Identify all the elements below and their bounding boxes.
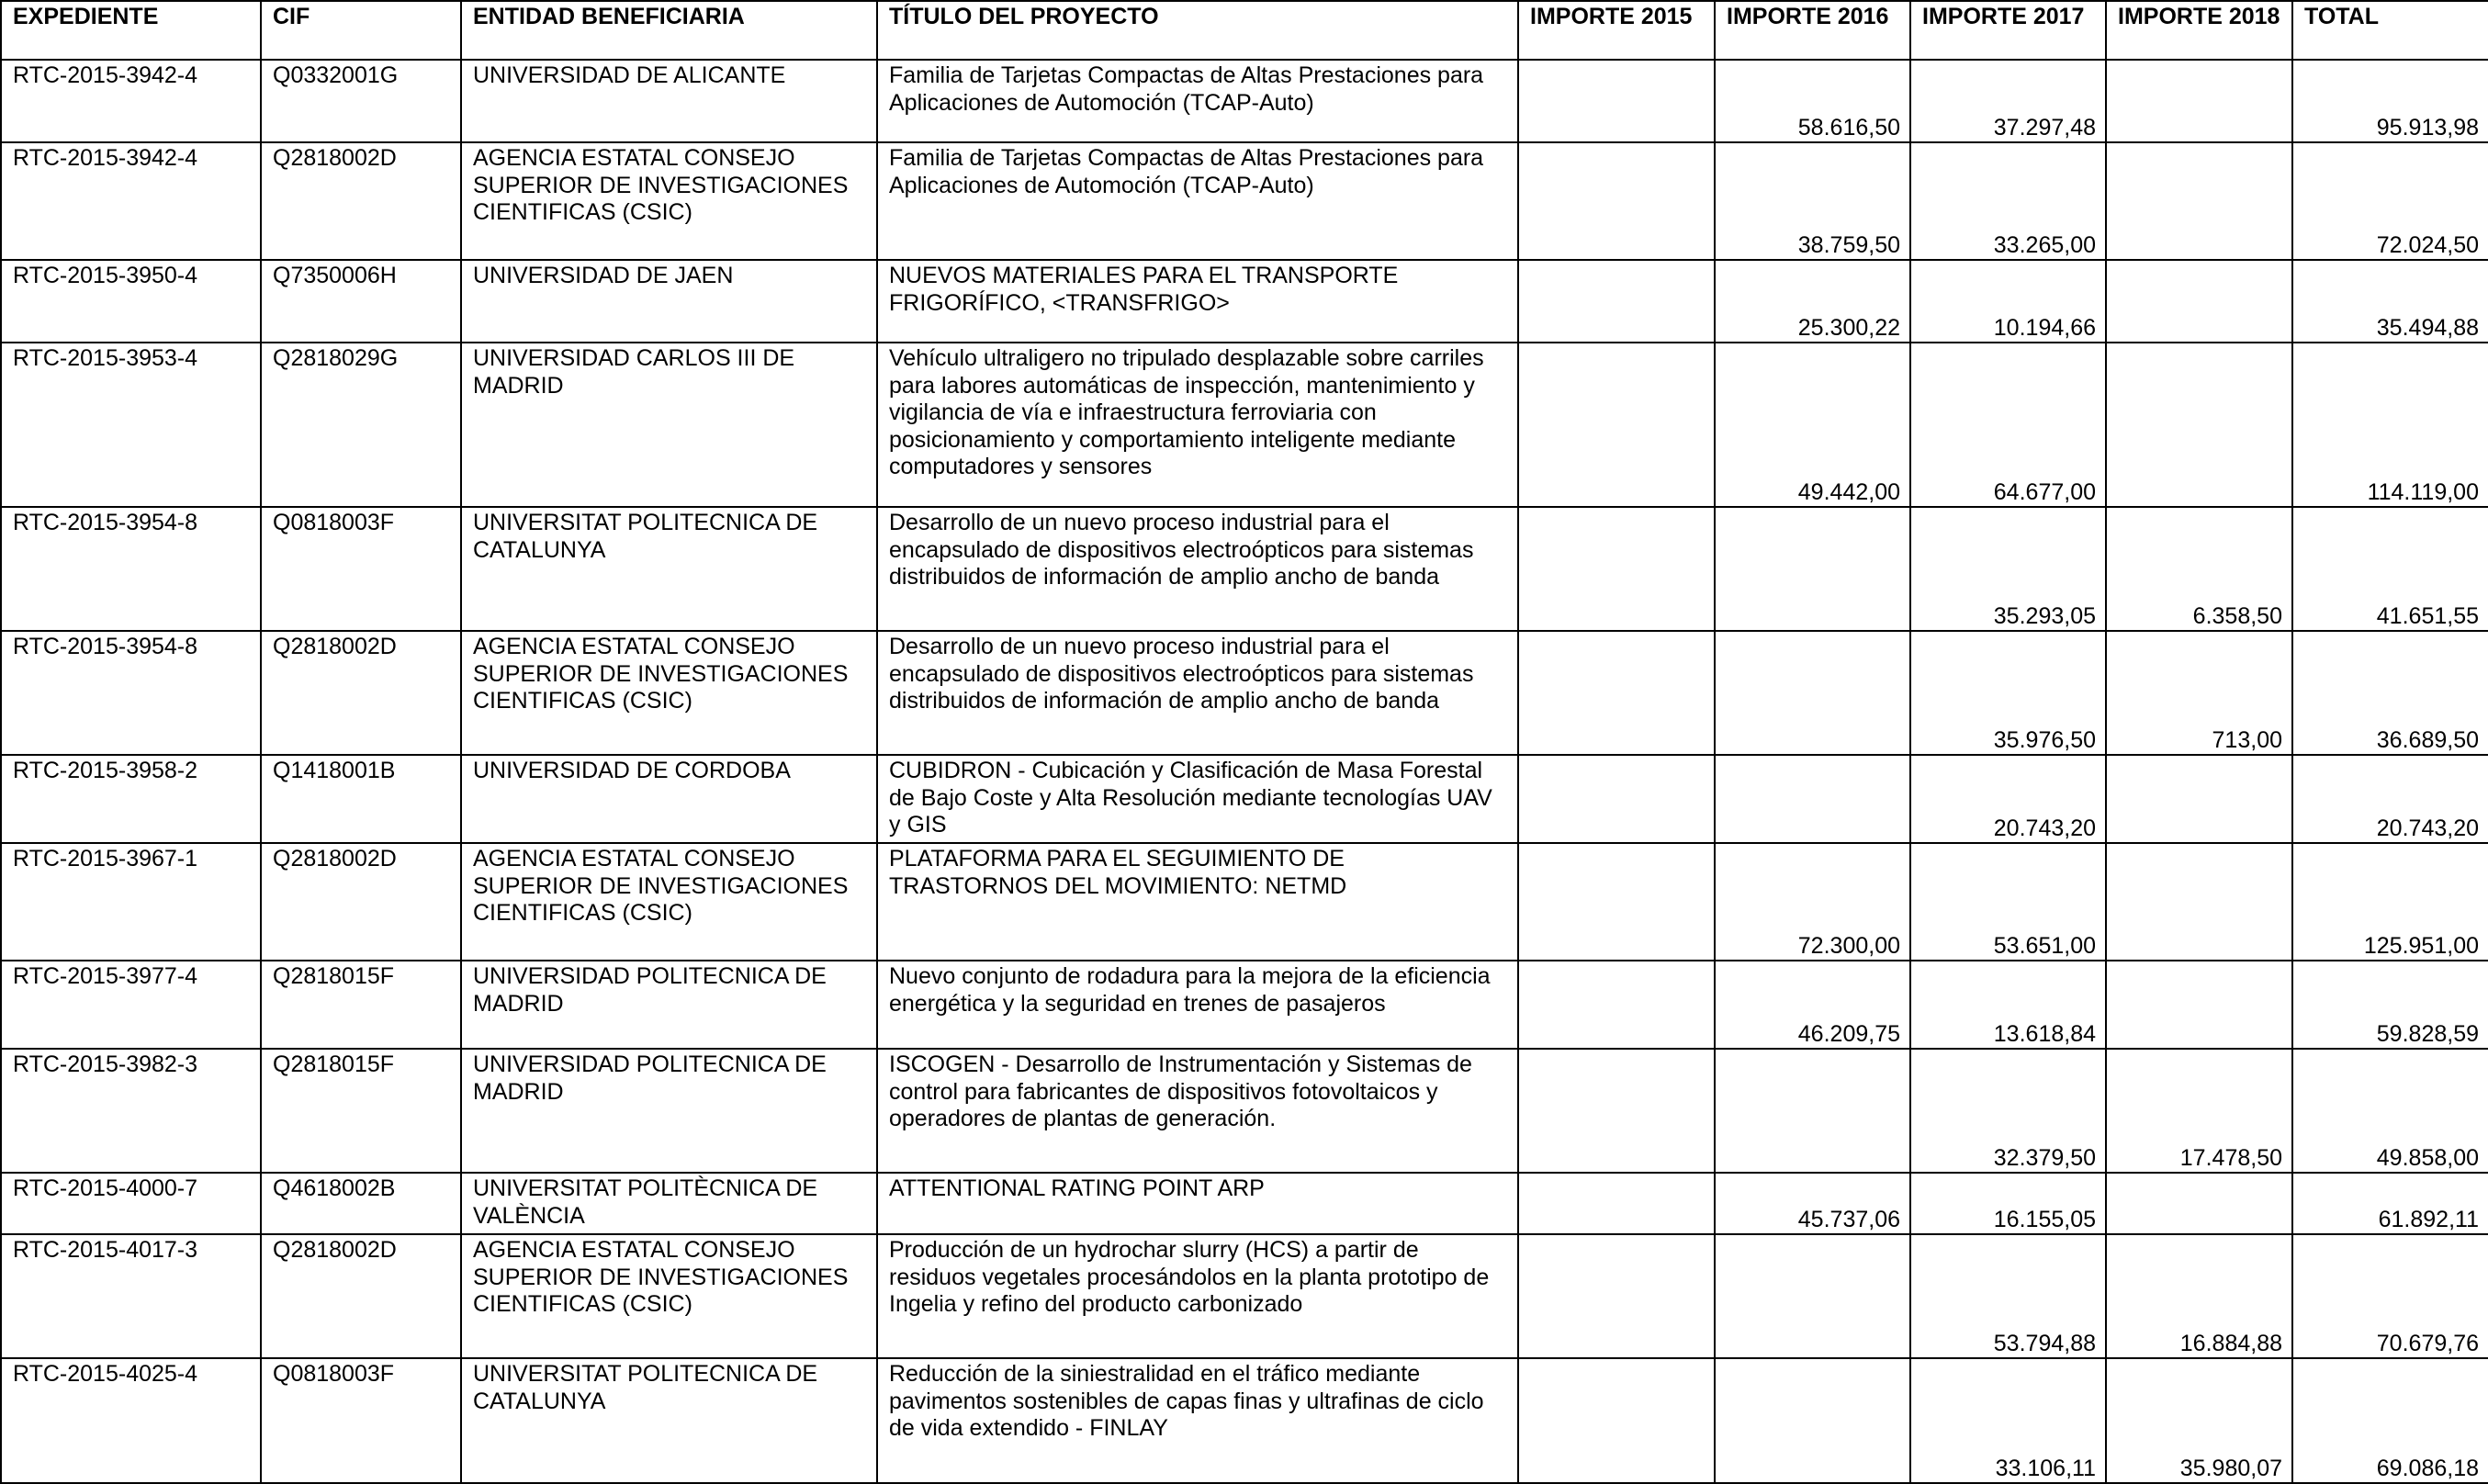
cell-importe-2017: 35.976,50 (1910, 631, 2106, 755)
cell-importe-2016 (1715, 1234, 1910, 1358)
cell-importe-2016 (1715, 1358, 1910, 1483)
cell-total: 35.494,88 (2292, 260, 2488, 343)
cell-entidad: UNIVERSIDAD DE JAEN (461, 260, 877, 343)
cell-titulo: Desarrollo de un nuevo proceso industrial para el encapsulado de dispositivos electroópticos para sistemas distribuidos de información de amplio ancho de banda (877, 507, 1518, 631)
cell-total: 114.119,00 (2292, 343, 2488, 507)
cell-importe-2017: 53.794,88 (1910, 1234, 2106, 1358)
table-row (1, 507, 2488, 631)
cell-titulo: PLATAFORMA PARA EL SEGUIMIENTO DE TRASTORNOS DEL MOVIMIENTO: NETMD (877, 843, 1518, 961)
table-row (1, 260, 2488, 343)
cell-cif: Q2818002D (261, 142, 461, 260)
cell-entidad: UNIVERSIDAD CARLOS III DE MADRID (461, 343, 877, 507)
cell-importe-2018: 16.884,88 (2106, 1234, 2292, 1358)
cell-titulo: Familia de Tarjetas Compactas de Altas Prestaciones para Aplicaciones de Automoción (TCAP-Auto) (877, 142, 1518, 260)
cell-titulo: CUBIDRON - Cubicación y Clasificación de Masa Forestal de Bajo Coste y Alta Resolución mediante tecnologías UAV y GIS (877, 755, 1518, 843)
cell-expediente: RTC-2015-3954-8 (1, 507, 261, 631)
cell-importe-2015 (1518, 1358, 1715, 1483)
cell-importe-2018 (2106, 142, 2292, 260)
table-row (1, 843, 2488, 961)
cell-total: 36.689,50 (2292, 631, 2488, 755)
cell-importe-2015 (1518, 260, 1715, 343)
table-row (1, 1234, 2488, 1358)
cell-cif: Q2818002D (261, 843, 461, 961)
table-row (1, 343, 2488, 507)
cell-entidad: AGENCIA ESTATAL CONSEJO SUPERIOR DE INVESTIGACIONES CIENTIFICAS (CSIC) (461, 142, 877, 260)
cell-cif: Q2818029G (261, 343, 461, 507)
cell-importe-2018: 17.478,50 (2106, 1049, 2292, 1173)
cell-importe-2017: 33.265,00 (1910, 142, 2106, 260)
cell-total: 95.913,98 (2292, 60, 2488, 142)
cell-titulo: Nuevo conjunto de rodadura para la mejora de la eficiencia energética y la seguridad en trenes de pasajeros (877, 961, 1518, 1049)
header-entidad: ENTIDAD BENEFICIARIA (461, 1, 877, 60)
cell-expediente: RTC-2015-4000-7 (1, 1173, 261, 1234)
cell-expediente: RTC-2015-3967-1 (1, 843, 261, 961)
cell-total: 70.679,76 (2292, 1234, 2488, 1358)
cell-titulo: Producción de un hydrochar slurry (HCS) a partir de residuos vegetales procesándolos en la planta prototipo de Ingelia y refino del producto carbonizado (877, 1234, 1518, 1358)
cell-importe-2017: 16.155,05 (1910, 1173, 2106, 1234)
cell-importe-2018: 6.358,50 (2106, 507, 2292, 631)
cell-importe-2015 (1518, 142, 1715, 260)
cell-importe-2016 (1715, 1049, 1910, 1173)
cell-cif: Q0818003F (261, 1358, 461, 1483)
cell-entidad: UNIVERSIDAD DE CORDOBA (461, 755, 877, 843)
cell-importe-2015 (1518, 507, 1715, 631)
cell-expediente: RTC-2015-3942-4 (1, 142, 261, 260)
header-importe-2016: IMPORTE 2016 (1715, 1, 1910, 60)
cell-entidad: UNIVERSITAT POLITECNICA DE CATALUNYA (461, 507, 877, 631)
cell-cif: Q4618002B (261, 1173, 461, 1234)
header-row (1, 1, 2488, 60)
cell-cif: Q0332001G (261, 60, 461, 142)
cell-total: 125.951,00 (2292, 843, 2488, 961)
cell-titulo: ATTENTIONAL RATING POINT ARP (877, 1173, 1518, 1234)
cell-titulo: Reducción de la siniestralidad en el tráfico mediante pavimentos sostenibles de capas finas y ultrafinas de ciclo de vida extendido - FINLAY (877, 1358, 1518, 1483)
table-row (1, 631, 2488, 755)
header-importe-2015: IMPORTE 2015 (1518, 1, 1715, 60)
cell-importe-2015 (1518, 1049, 1715, 1173)
cell-cif: Q2818002D (261, 1234, 461, 1358)
table-body (1, 60, 2488, 1483)
cell-importe-2017: 20.743,20 (1910, 755, 2106, 843)
cell-importe-2016: 58.616,50 (1715, 60, 1910, 142)
cell-entidad: UNIVERSIDAD DE ALICANTE (461, 60, 877, 142)
cell-titulo: Desarrollo de un nuevo proceso industrial para el encapsulado de dispositivos electroópticos para sistemas distribuidos de información de amplio ancho de banda (877, 631, 1518, 755)
cell-titulo: NUEVOS MATERIALES PARA EL TRANSPORTE FRIGORÍFICO, <TRANSFRIGO> (877, 260, 1518, 343)
cell-importe-2015 (1518, 843, 1715, 961)
cell-titulo: Familia de Tarjetas Compactas de Altas Prestaciones para Aplicaciones de Automoción (TCAP-Auto) (877, 60, 1518, 142)
cell-total: 20.743,20 (2292, 755, 2488, 843)
cell-total: 72.024,50 (2292, 142, 2488, 260)
cell-importe-2018 (2106, 843, 2292, 961)
cell-importe-2017: 53.651,00 (1910, 843, 2106, 961)
header-importe-2018: IMPORTE 2018 (2106, 1, 2292, 60)
table-row (1, 755, 2488, 843)
cell-importe-2018 (2106, 60, 2292, 142)
cell-expediente: RTC-2015-3977-4 (1, 961, 261, 1049)
cell-importe-2016 (1715, 507, 1910, 631)
cell-entidad: UNIVERSITAT POLITECNICA DE CATALUNYA (461, 1358, 877, 1483)
cell-entidad: UNIVERSIDAD POLITECNICA DE MADRID (461, 1049, 877, 1173)
cell-importe-2015 (1518, 60, 1715, 142)
cell-importe-2018 (2106, 755, 2292, 843)
cell-expediente: RTC-2015-3954-8 (1, 631, 261, 755)
cell-importe-2017: 32.379,50 (1910, 1049, 2106, 1173)
cell-importe-2018 (2106, 961, 2292, 1049)
cell-cif: Q2818015F (261, 1049, 461, 1173)
header-importe-2017: IMPORTE 2017 (1910, 1, 2106, 60)
cell-entidad: AGENCIA ESTATAL CONSEJO SUPERIOR DE INVESTIGACIONES CIENTIFICAS (CSIC) (461, 1234, 877, 1358)
table-row (1, 1049, 2488, 1173)
cell-importe-2017: 13.618,84 (1910, 961, 2106, 1049)
cell-importe-2017: 64.677,00 (1910, 343, 2106, 507)
cell-importe-2017: 37.297,48 (1910, 60, 2106, 142)
cell-expediente: RTC-2015-3942-4 (1, 60, 261, 142)
cell-importe-2015 (1518, 343, 1715, 507)
cell-importe-2016: 46.209,75 (1715, 961, 1910, 1049)
cell-importe-2016: 45.737,06 (1715, 1173, 1910, 1234)
cell-cif: Q7350006H (261, 260, 461, 343)
cell-total: 59.828,59 (2292, 961, 2488, 1049)
header-expediente: EXPEDIENTE (1, 1, 261, 60)
cell-importe-2015 (1518, 1234, 1715, 1358)
table-row (1, 1173, 2488, 1234)
cell-importe-2016: 25.300,22 (1715, 260, 1910, 343)
cell-cif: Q2818002D (261, 631, 461, 755)
cell-cif: Q1418001B (261, 755, 461, 843)
table-row (1, 961, 2488, 1049)
header-cif: CIF (261, 1, 461, 60)
cell-importe-2018 (2106, 1173, 2292, 1234)
cell-importe-2018: 713,00 (2106, 631, 2292, 755)
cell-expediente: RTC-2015-3953-4 (1, 343, 261, 507)
cell-importe-2016 (1715, 755, 1910, 843)
cell-entidad: AGENCIA ESTATAL CONSEJO SUPERIOR DE INVESTIGACIONES CIENTIFICAS (CSIC) (461, 631, 877, 755)
cell-total: 61.892,11 (2292, 1173, 2488, 1234)
header-titulo: TÍTULO DEL PROYECTO (877, 1, 1518, 60)
cell-entidad: UNIVERSIDAD POLITECNICA DE MADRID (461, 961, 877, 1049)
cell-total: 49.858,00 (2292, 1049, 2488, 1173)
cell-importe-2018: 35.980,07 (2106, 1358, 2292, 1483)
cell-importe-2018 (2106, 343, 2292, 507)
cell-importe-2015 (1518, 1173, 1715, 1234)
cell-importe-2017: 10.194,66 (1910, 260, 2106, 343)
cell-expediente: RTC-2015-4017-3 (1, 1234, 261, 1358)
cell-cif: Q0818003F (261, 507, 461, 631)
cell-expediente: RTC-2015-4025-4 (1, 1358, 261, 1483)
cell-titulo: ISCOGEN - Desarrollo de Instrumentación y Sistemas de control para fabricantes de dispositivos fotovoltaicos y operadores de plantas de generación. (877, 1049, 1518, 1173)
cell-expediente: RTC-2015-3958-2 (1, 755, 261, 843)
cell-cif: Q2818015F (261, 961, 461, 1049)
cell-expediente: RTC-2015-3982-3 (1, 1049, 261, 1173)
cell-importe-2015 (1518, 961, 1715, 1049)
cell-entidad: AGENCIA ESTATAL CONSEJO SUPERIOR DE INVESTIGACIONES CIENTIFICAS (CSIC) (461, 843, 877, 961)
cell-importe-2018 (2106, 260, 2292, 343)
cell-importe-2017: 33.106,11 (1910, 1358, 2106, 1483)
cell-importe-2017: 35.293,05 (1910, 507, 2106, 631)
cell-importe-2016: 49.442,00 (1715, 343, 1910, 507)
table-header (1, 1, 2488, 60)
table-row (1, 60, 2488, 142)
cell-total: 41.651,55 (2292, 507, 2488, 631)
header-total: TOTAL (2292, 1, 2488, 60)
table-row (1, 1358, 2488, 1483)
cell-total: 69.086,18 (2292, 1358, 2488, 1483)
cell-importe-2016: 38.759,50 (1715, 142, 1910, 260)
cell-importe-2015 (1518, 755, 1715, 843)
cell-importe-2016 (1715, 631, 1910, 755)
cell-importe-2015 (1518, 631, 1715, 755)
cell-expediente: RTC-2015-3950-4 (1, 260, 261, 343)
cell-importe-2016: 72.300,00 (1715, 843, 1910, 961)
cell-titulo: Vehículo ultraligero no tripulado desplazable sobre carriles para labores automáticas de inspección, mantenimiento y vigilancia de vía e infraestructura ferroviaria con posicionamiento y comportamiento inteligente mediante computadores y sensores (877, 343, 1518, 507)
table-row (1, 142, 2488, 260)
cell-entidad: UNIVERSITAT POLITÈCNICA DE VALÈNCIA (461, 1173, 877, 1234)
